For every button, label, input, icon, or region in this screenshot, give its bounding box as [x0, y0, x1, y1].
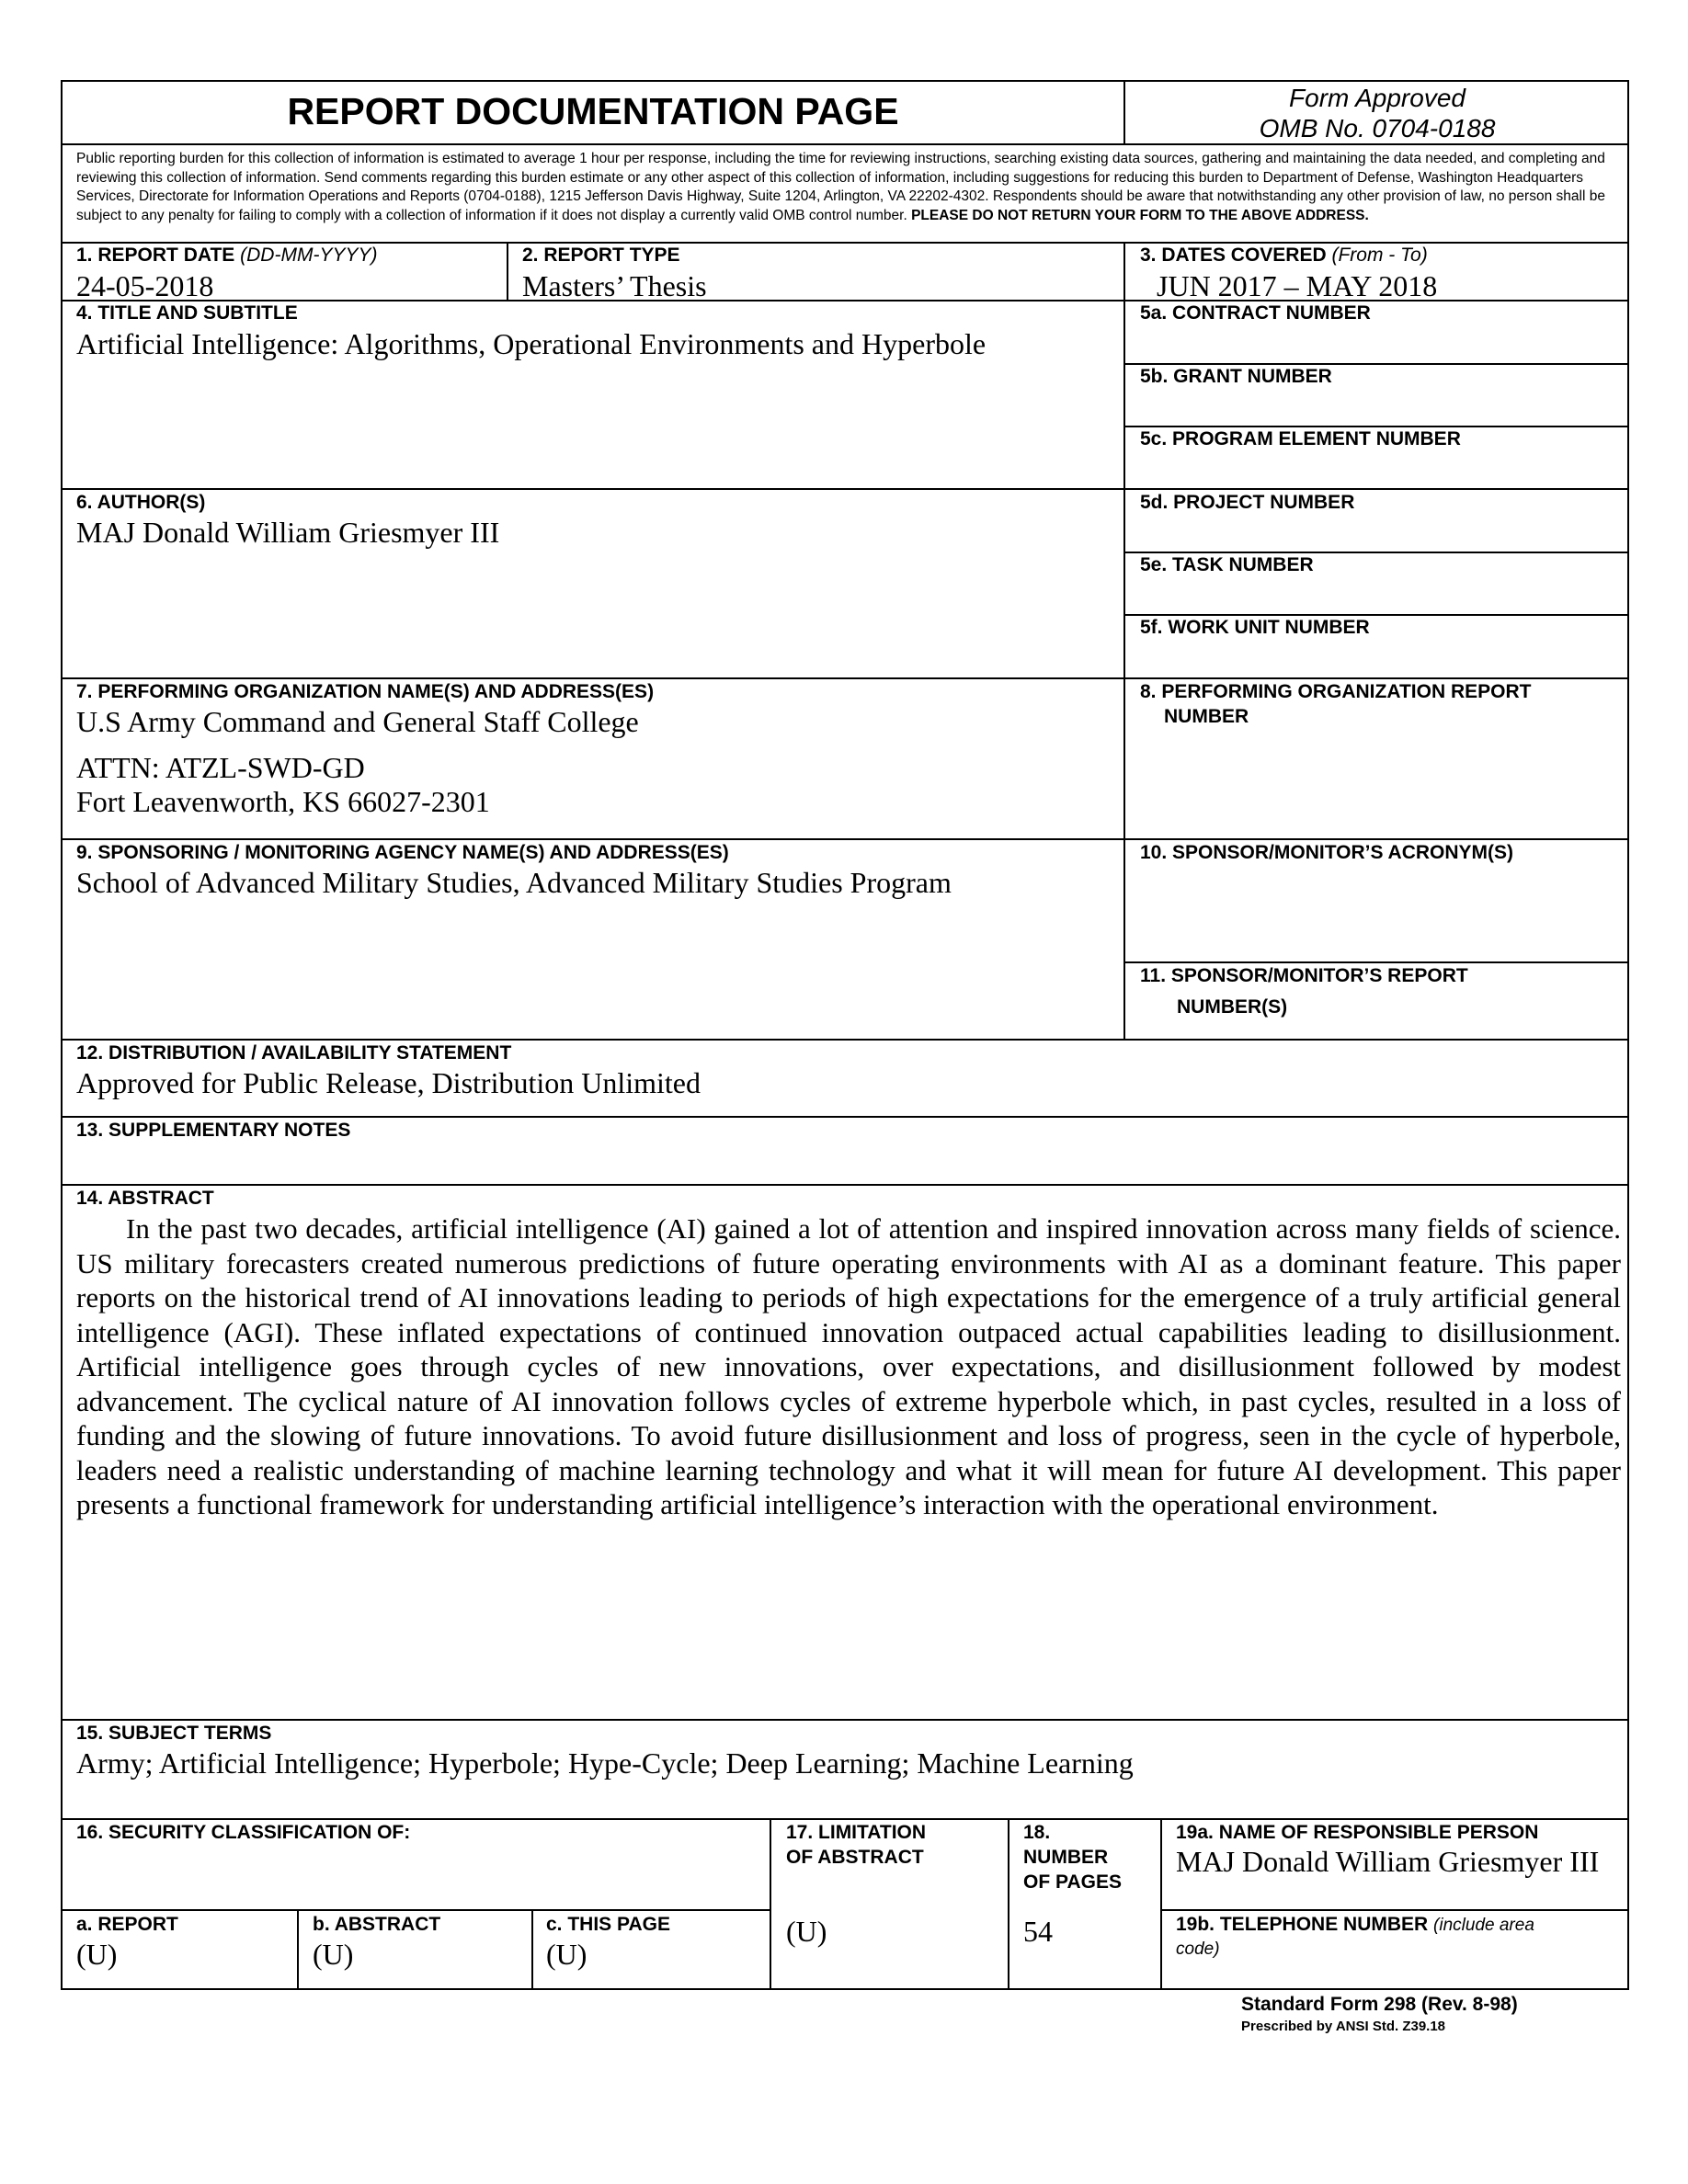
divider: [61, 1818, 1629, 1820]
dates-covered-value[interactable]: JUN 2017 – MAY 2018: [1157, 269, 1438, 302]
label-hint: (include area: [1433, 1916, 1534, 1935]
abstract-class-value[interactable]: (U): [313, 1938, 354, 1971]
divider: [61, 838, 1629, 840]
security-classification-label: 16. SECURITY CLASSIFICATION OF:: [76, 1822, 411, 1843]
telephone-label-2: [1176, 1937, 1220, 1962]
divider: [61, 1039, 1629, 1041]
label-hint: (From - To): [1331, 245, 1428, 266]
form-frame: [61, 80, 1629, 1990]
limitation-label-2: OF ABSTRACT: [786, 1847, 924, 1868]
divider: [61, 1116, 1629, 1118]
supplementary-notes-label: 13. SUPPLEMENTARY NOTES: [76, 1120, 351, 1141]
limitation-value[interactable]: (U): [786, 1915, 827, 1948]
contract-number-label: 5a. CONTRACT NUMBER: [1140, 302, 1371, 324]
burden-statement: [76, 150, 1617, 225]
divider: [61, 677, 1629, 679]
this-page-class-label: c. THIS PAGE: [546, 1914, 670, 1935]
title-subtitle-value[interactable]: Artificial Intelligence: Algorithms, Operational Environments and Hyperbole: [76, 327, 987, 360]
abstract-text[interactable]: In the past two decades, artificial intelligence (AI) gained a lot of attention and inspired innovation across many fields of science. US military forecasters created numerous predictions of future operating environments with AI as a dominant feature. This paper reports on the historical trend of AI innovations leading to periods of high expectations for the emergence of a truly artificial general intelligence (AGI). These inflated expectations of continued innovation outpaced actual capabilities leading to disillusionment. Artificial intelligence goes through cycles of new innovations, over expectations, and disillusionment followed by modest advancement. The cyclical nature of AI innovation follows cycles of extreme hyperbole which, in past cycles, resulted in a loss of funding and the slowing of future innovations. To avoid future disillusionment and loss of progress, seen in the cycle of hyperbole, leaders need a realistic understanding of machine learning technology and what it will mean for future AI development. This paper presents a functional framework for understanding artificial intelligence’s interaction with the operational environment.: [76, 1212, 1621, 1520]
divider: [1160, 1909, 1629, 1911]
page-title: REPORT DOCUMENTATION PAGE: [287, 90, 899, 132]
telephone-label: [1176, 1913, 1534, 1938]
divider: [1160, 1818, 1162, 1990]
report-class-value[interactable]: (U): [76, 1938, 118, 1971]
divider: [61, 1719, 1629, 1721]
sponsor-report-label: 11. SPONSOR/MONITOR’S REPORT: [1140, 965, 1468, 986]
standard-form-label: Standard Form 298 (Rev. 8-98): [1241, 1994, 1518, 2015]
divider: [61, 1909, 770, 1911]
distribution-value[interactable]: Approved for Public Release, Distribution Unlimited: [76, 1066, 701, 1099]
divider: [61, 488, 1629, 490]
number-of-pages-label: 18.: [1023, 1822, 1051, 1843]
report-date-label: [76, 244, 377, 267]
number-of-pages-label-2: NUMBER: [1023, 1847, 1109, 1868]
performing-org-label: 7. PERFORMING ORGANIZATION NAME(S) AND ADDRESS(ES): [76, 681, 655, 702]
dates-covered-label: [1140, 244, 1428, 267]
performing-org-line1[interactable]: U.S Army Command and General Staff College: [76, 705, 639, 738]
work-unit-label: 5f. WORK UNIT NUMBER: [1140, 617, 1370, 638]
authors-value[interactable]: MAJ Donald William Griesmyer III: [76, 516, 500, 549]
subject-terms-label: 15. SUBJECT TERMS: [76, 1723, 272, 1744]
number-of-pages-label-3: OF PAGES: [1023, 1871, 1122, 1893]
divider: [1008, 1818, 1009, 1990]
report-type-value[interactable]: Masters’ Thesis: [522, 269, 707, 302]
performing-report-label-2: NUMBER: [1164, 706, 1249, 727]
number-of-pages-value[interactable]: 54: [1023, 1915, 1053, 1948]
report-type-label: 2. REPORT TYPE: [522, 245, 680, 266]
sponsor-acronym-label: 10. SPONSOR/MONITOR’S ACRONYM(S): [1140, 842, 1514, 863]
abstract-label: 14. ABSTRACT: [76, 1188, 214, 1209]
omb-number: OMB No. 0704-0188: [1259, 114, 1496, 142]
prescribed-label: Prescribed by ANSI Std. Z39.18: [1241, 2019, 1446, 2034]
divider: [1123, 961, 1629, 963]
authors-label: 6. AUTHOR(S): [76, 492, 206, 513]
label-text: 3. DATES COVERED: [1140, 245, 1332, 266]
right-column-divider: [1123, 242, 1125, 1041]
label-text: 1. REPORT DATE: [76, 245, 241, 266]
subject-terms-value[interactable]: Army; Artificial Intelligence; Hyperbole; Hype-Cycle; Deep Learning; Machine Learning: [76, 1746, 1134, 1780]
abstract-class-label: b. ABSTRACT: [313, 1914, 441, 1935]
report-date-value[interactable]: 24-05-2018: [76, 269, 214, 302]
performing-org-line2[interactable]: ATTN: ATZL-SWD-GD: [76, 751, 365, 784]
distribution-label: 12. DISTRIBUTION / AVAILABILITY STATEMENT: [76, 1042, 512, 1064]
title-subtitle-label: 4. TITLE AND SUBTITLE: [76, 302, 298, 324]
divider: [297, 1909, 299, 1990]
responsible-person-label: 19a. NAME OF RESPONSIBLE PERSON: [1176, 1822, 1539, 1843]
form-approved: Form Approved: [1289, 84, 1466, 112]
sponsoring-agency-value[interactable]: School of Advanced Military Studies, Advanced Military Studies Program: [76, 866, 952, 899]
label-hint: code): [1176, 1939, 1220, 1959]
task-number-label: 5e. TASK NUMBER: [1140, 554, 1314, 575]
program-element-label: 5c. PROGRAM ELEMENT NUMBER: [1140, 428, 1461, 449]
sponsor-report-label-2: NUMBER(S): [1177, 996, 1288, 1018]
divider: [61, 1184, 1629, 1186]
this-page-class-value[interactable]: (U): [546, 1938, 587, 1971]
project-number-label: 5d. PROJECT NUMBER: [1140, 492, 1355, 513]
performing-report-label: 8. PERFORMING ORGANIZATION REPORT: [1140, 681, 1532, 702]
limitation-label: 17. LIMITATION: [786, 1822, 927, 1843]
divider: [507, 242, 508, 301]
grant-number-label: 5b. GRANT NUMBER: [1140, 366, 1332, 387]
divider: [61, 143, 1629, 145]
burden-warning: PLEASE DO NOT RETURN YOUR FORM TO THE ABOVE ADDRESS.: [911, 207, 1369, 223]
report-class-label: a. REPORT: [76, 1914, 178, 1935]
performing-org-line3[interactable]: Fort Leavenworth, KS 66027-2301: [76, 785, 490, 818]
divider: [531, 1909, 533, 1990]
sponsoring-agency-label: 9. SPONSORING / MONITORING AGENCY NAME(S) AND ADDRESS(ES): [76, 842, 729, 863]
responsible-person-value[interactable]: MAJ Donald William Griesmyer III: [1176, 1845, 1600, 1878]
divider: [770, 1818, 771, 1990]
label-text: 19b. TELEPHONE NUMBER: [1176, 1914, 1434, 1935]
label-hint: (DD-MM-YYYY): [240, 245, 378, 266]
burden-text: Public reporting burden for this collection of information is estimated to average 1 hour per response, including the time for reviewing instructions, searching existing data sources, gathering and maintaining the data needed, and completing and reviewing this collection of information. Send comments regarding this burden estimate or any other aspect of this collection of information, including suggestions for reducing this burden to Department of Defense, Washington Headquarters Services, Directorate for Information Operations and Reports (0704-0188), 1215 Jefferson Davis Highway, Suite 1204, Arlington, VA 22202-4302. Respondents should be aware that notwithstanding any other provision of law, no person shall be subject to any penalty for failing to comply with a collection of information if it does not display a currently valid OMB control number.: [76, 151, 1605, 223]
